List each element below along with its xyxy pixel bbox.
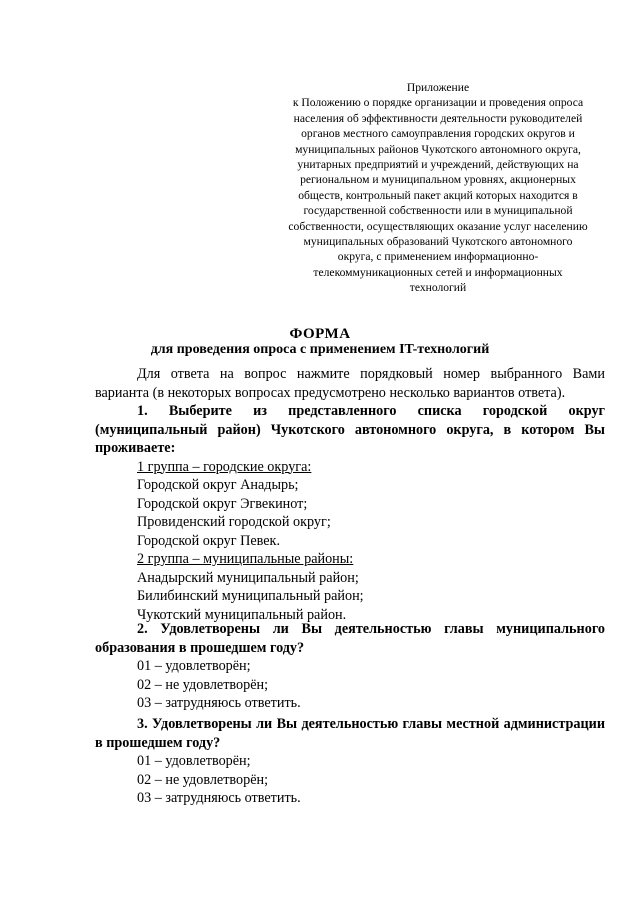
form-subtitle: для проведения опроса с применением IT-технологий bbox=[150, 342, 490, 357]
answer-option[interactable]: Провиденский городской округ; bbox=[137, 514, 331, 530]
group-2-label: 2 группа – муниципальные районы: bbox=[137, 551, 354, 567]
appendix-line: округа, с применением информационно- bbox=[337, 250, 539, 264]
appendix-line: технологий bbox=[409, 281, 467, 295]
question-1-text: 1. Выберите из представленного списка городской округ (муниципальный район) Чукотского автономного округа, в котором Вы проживаете: bbox=[95, 403, 605, 456]
intro-block bbox=[95, 365, 605, 402]
answer-option[interactable]: 03 – затрудняюсь ответить. bbox=[137, 695, 301, 711]
answer-option[interactable]: 03 – затрудняюсь ответить. bbox=[137, 790, 301, 806]
answer-option[interactable]: Анадырский муниципальный район; bbox=[137, 569, 359, 586]
appendix-line: обществ, контрольный пакет акций которых находится в bbox=[298, 188, 578, 202]
answer-option[interactable]: Городской округ Эгвекинот; bbox=[137, 495, 308, 512]
group-1-label: 1 группа – городские округа: bbox=[137, 458, 312, 475]
appendix-line: региональном и муниципальном уровнях, акционерных bbox=[300, 173, 576, 187]
answer-option[interactable]: 02 – не удовлетворён; bbox=[137, 771, 269, 788]
appendix-line: к Положению о порядке организации и проведения опроса bbox=[292, 96, 584, 110]
appendix-block bbox=[258, 80, 618, 296]
question-1 bbox=[95, 402, 605, 624]
appendix-line: Приложение bbox=[406, 81, 470, 94]
appendix-line: унитарных предприятий и учреждений, действующих на bbox=[297, 158, 579, 172]
answer-option[interactable]: Городской округ Анадырь; bbox=[137, 477, 299, 493]
intro-text: Для ответа на вопрос нажмите порядковый номер выбранного Вами варианта (в некоторых вопросах предусмотрено несколько вариантов ответа). bbox=[95, 366, 605, 401]
answer-option[interactable]: Городской округ Певек. bbox=[137, 532, 280, 549]
appendix-line: муниципальных образований Чукотского автономного bbox=[303, 235, 573, 249]
answer-option[interactable]: Чукотский муниципальный район. bbox=[137, 606, 347, 623]
question-3 bbox=[95, 715, 605, 808]
answer-option[interactable]: 01 – удовлетворён; bbox=[137, 658, 251, 674]
appendix-line: населения об эффективности деятельности руководителей bbox=[293, 111, 583, 125]
appendix-line: телекоммуникационных сетей и информационных bbox=[313, 265, 563, 279]
appendix-line: муниципальных районов Чукотского автономного округа, bbox=[295, 142, 581, 156]
form-title: ФОРМА bbox=[289, 326, 351, 342]
answer-option[interactable]: 02 – не удовлетворён; bbox=[137, 676, 269, 693]
question-2-text: 2. Удовлетворены ли Вы деятельностью главы муниципального образования в прошедшем году? bbox=[95, 621, 605, 656]
question-3-text: 3. Удовлетворены ли Вы деятельностью главы местной администрации в прошедшем году? bbox=[95, 716, 605, 751]
appendix-line: государственной собственности или в муниципальной bbox=[303, 204, 573, 218]
question-2 bbox=[95, 620, 605, 713]
answer-option[interactable]: 01 – удовлетворён; bbox=[137, 753, 251, 769]
answer-option[interactable]: Билибинский муниципальный район; bbox=[137, 588, 364, 604]
appendix-line: собственности, осуществляющих оказание услуг населению bbox=[288, 219, 588, 233]
appendix-line: органов местного самоуправления городских округов и bbox=[301, 127, 575, 141]
